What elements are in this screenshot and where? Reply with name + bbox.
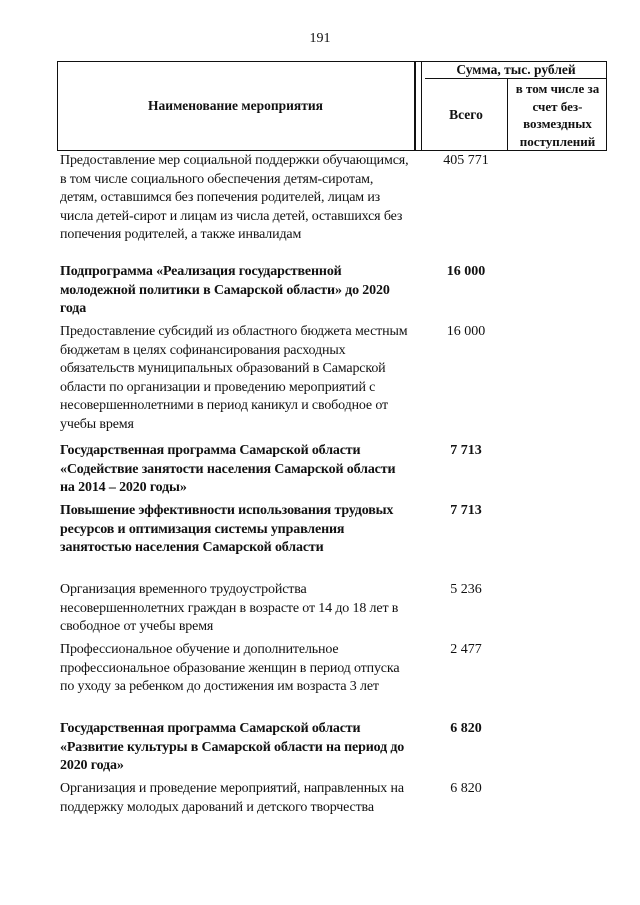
table-row	[57, 263, 607, 323]
row-total: 7 713	[450, 443, 482, 458]
row-total: 7 713	[450, 503, 482, 518]
row-total: 16 000	[446, 324, 486, 339]
header-total: Всего	[449, 107, 483, 122]
row-total: 6 820	[450, 781, 482, 796]
header-sum: Сумма, тыс. рублей	[456, 61, 576, 77]
row-name: Государственная программа Самарской области «Содействие занятости населения Самарской области на 2014 – 2020 годы»	[60, 443, 396, 496]
page-number: 191	[309, 31, 331, 46]
table-row	[57, 780, 607, 840]
table-row	[57, 152, 607, 263]
table-row	[57, 720, 607, 780]
row-total: 6 820	[450, 721, 482, 736]
row-name: Предоставление субсидий из областного бюджета местным бюджетам в целях софинансирования расходных обязательств муниципальных образований в Самарской области по организации и проведению мероприятий с несовершеннолетними в период каникул и свободное от учебы время	[60, 324, 408, 432]
table-row	[57, 442, 607, 502]
table-row	[57, 641, 607, 720]
row-total: 16 000	[446, 264, 486, 279]
row-name: Предоставление мер социальной поддержки обучающимся, в том числе социального обеспечения детям-сиротам, детям, оставшимся без попечения родителей, лицам из числа детей-сирот и лицам из числа детей, оставшихся без попечения родителей, а также инвалидам	[60, 153, 409, 243]
row-name: Государственная программа Самарской области «Развитие культуры в Самарской области на период до 2020 года»	[60, 721, 405, 774]
row-name: Профессиональное обучение и дополнительное профессиональное образование женщин в период отпуска по уходу за ребенком до достижения им возраста 3 лет	[60, 642, 400, 695]
header-non-repayable: в том числе за счет без-возмездных поступлений	[515, 81, 600, 149]
table-row	[57, 581, 607, 641]
row-total: 5 236	[450, 582, 482, 597]
row-total: 2 477	[450, 642, 482, 657]
header-name-divider	[414, 61, 416, 151]
row-name: Организация и проведение мероприятий, направленных на поддержку молодых дарований и детского творчества	[60, 781, 404, 815]
header-name: Наименование мероприятия	[148, 98, 323, 113]
table-row	[57, 323, 607, 442]
row-name: Организация временного трудоустройства несовершеннолетних граждан в возрасте от 14 до 18 лет в свободное от учебы время	[60, 582, 399, 635]
table-body	[57, 152, 607, 840]
row-name: Повышение эффективности использования трудовых ресурсов и оптимизация системы управления занятостью населения Самарской области	[60, 503, 394, 556]
row-total: 405 771	[443, 153, 489, 168]
table-header	[57, 61, 607, 151]
row-name: Подпрограмма «Реализация государственной молодежной политики в Самарской области» до 2020 года	[60, 264, 390, 317]
table-row	[57, 502, 607, 581]
header-name-divider-inner	[421, 61, 422, 151]
